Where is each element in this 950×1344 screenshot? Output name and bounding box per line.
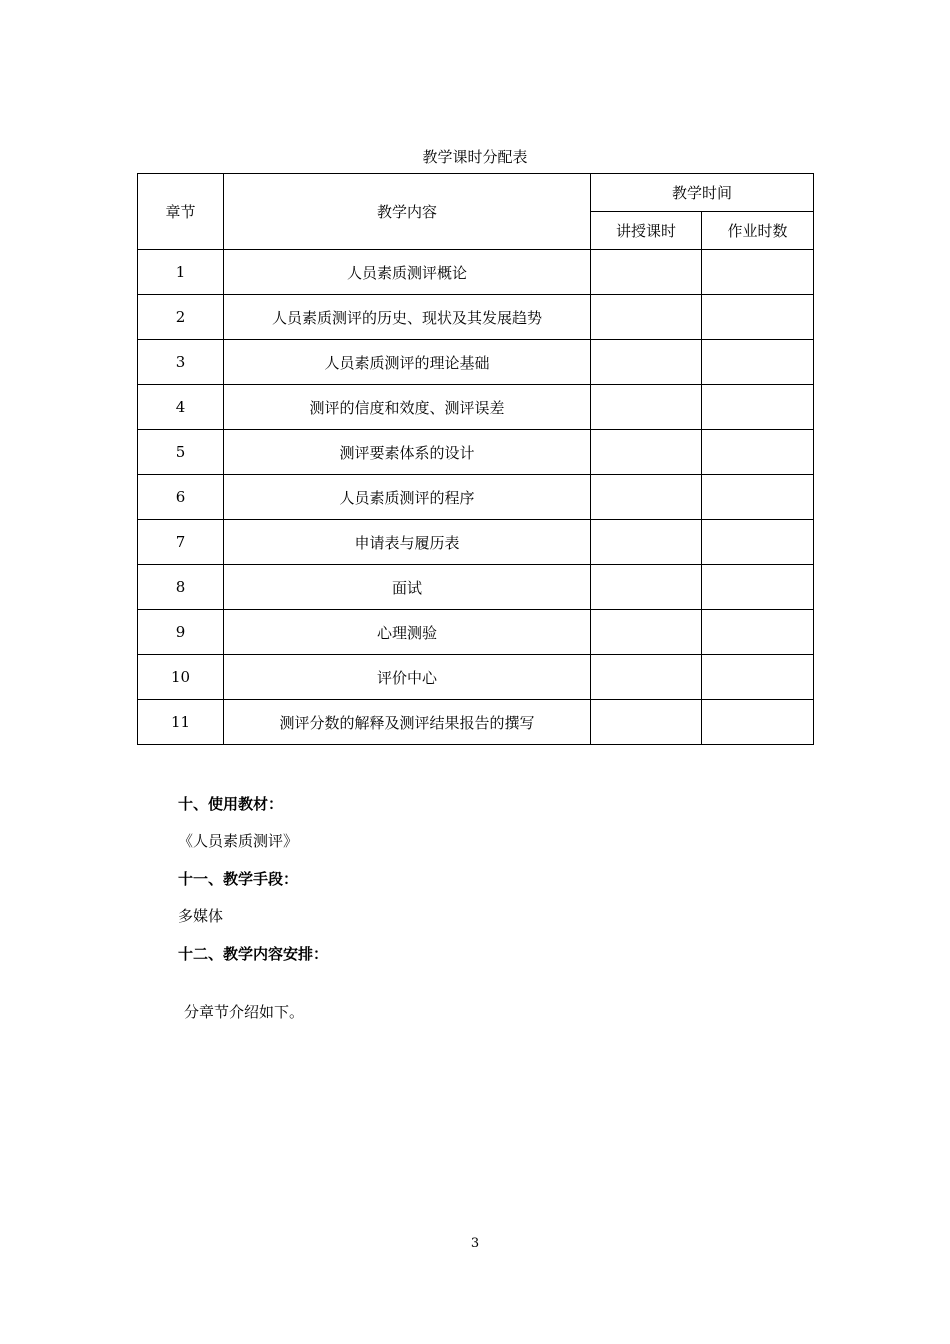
content-cell: 测评的信度和效度、测评误差 xyxy=(224,385,591,430)
lecture-hours-cell xyxy=(591,250,702,295)
homework-hours-cell xyxy=(702,520,814,565)
textbook-value: 《人员素质测评》 xyxy=(178,832,299,850)
header-teaching-time: 教学时间 xyxy=(591,174,814,212)
lecture-hours-cell xyxy=(591,520,702,565)
chapter-cell: 9 xyxy=(138,610,224,655)
table-row xyxy=(138,475,814,520)
header-chapter: 章节 xyxy=(138,174,224,250)
homework-hours-cell xyxy=(702,340,814,385)
lecture-hours-cell xyxy=(591,700,702,745)
teaching-means-value: 多媒体 xyxy=(178,907,224,925)
chapter-cell: 8 xyxy=(138,565,224,610)
lecture-hours-cell xyxy=(591,385,702,430)
table-row xyxy=(138,430,814,475)
lecture-hours-cell xyxy=(591,655,702,700)
homework-hours-cell xyxy=(702,385,814,430)
homework-hours-cell xyxy=(702,610,814,655)
chapter-cell: 7 xyxy=(138,520,224,565)
homework-hours-cell xyxy=(702,430,814,475)
header-homework-hours: 作业时数 xyxy=(702,212,814,250)
header-content: 教学内容 xyxy=(224,174,591,250)
content-cell: 申请表与履历表 xyxy=(224,520,591,565)
table-row xyxy=(138,520,814,565)
teaching-means-heading: 十一、教学手段： xyxy=(178,870,299,888)
lecture-hours-cell xyxy=(591,340,702,385)
table-row xyxy=(138,385,814,430)
homework-hours-cell xyxy=(702,700,814,745)
content-cell: 评价中心 xyxy=(224,655,591,700)
table-row xyxy=(138,655,814,700)
content-cell: 人员素质测评概论 xyxy=(224,250,591,295)
content-cell: 面试 xyxy=(224,565,591,610)
table-row xyxy=(138,250,814,295)
content-arrangement-value: 分章节介绍如下。 xyxy=(184,1003,305,1021)
chapter-cell: 3 xyxy=(138,340,224,385)
homework-hours-cell xyxy=(702,565,814,610)
lecture-hours-cell xyxy=(591,565,702,610)
content-cell: 人员素质测评的历史、现状及其发展趋势 xyxy=(224,295,591,340)
chapter-cell: 6 xyxy=(138,475,224,520)
textbook-heading: 十、使用教材： xyxy=(178,795,284,813)
page-number: 3 xyxy=(470,1236,480,1251)
content-cell: 心理测验 xyxy=(224,610,591,655)
table-row xyxy=(138,340,814,385)
table-row xyxy=(138,295,814,340)
chapter-cell: 4 xyxy=(138,385,224,430)
header-lecture-hours: 讲授课时 xyxy=(591,212,702,250)
table-row xyxy=(138,610,814,655)
chapter-cell: 10 xyxy=(138,655,224,700)
homework-hours-cell xyxy=(702,475,814,520)
lecture-hours-cell xyxy=(591,475,702,520)
content-cell: 测评要素体系的设计 xyxy=(224,430,591,475)
chapter-cell: 11 xyxy=(138,700,224,745)
chapter-cell: 2 xyxy=(138,295,224,340)
table-row xyxy=(138,700,814,745)
lecture-hours-cell xyxy=(591,430,702,475)
table-title: 教学课时分配表 xyxy=(422,148,528,166)
lecture-hours-cell xyxy=(591,295,702,340)
homework-hours-cell xyxy=(702,295,814,340)
content-cell: 人员素质测评的理论基础 xyxy=(224,340,591,385)
chapter-cell: 5 xyxy=(138,430,224,475)
course-hours-table xyxy=(137,173,814,745)
table-row xyxy=(138,565,814,610)
lecture-hours-cell xyxy=(591,610,702,655)
homework-hours-cell xyxy=(702,655,814,700)
content-cell: 测评分数的解释及测评结果报告的撰写 xyxy=(224,700,591,745)
content-arrangement-heading: 十二、教学内容安排： xyxy=(178,945,329,963)
chapter-cell: 1 xyxy=(138,250,224,295)
content-cell: 人员素质测评的程序 xyxy=(224,475,591,520)
homework-hours-cell xyxy=(702,250,814,295)
